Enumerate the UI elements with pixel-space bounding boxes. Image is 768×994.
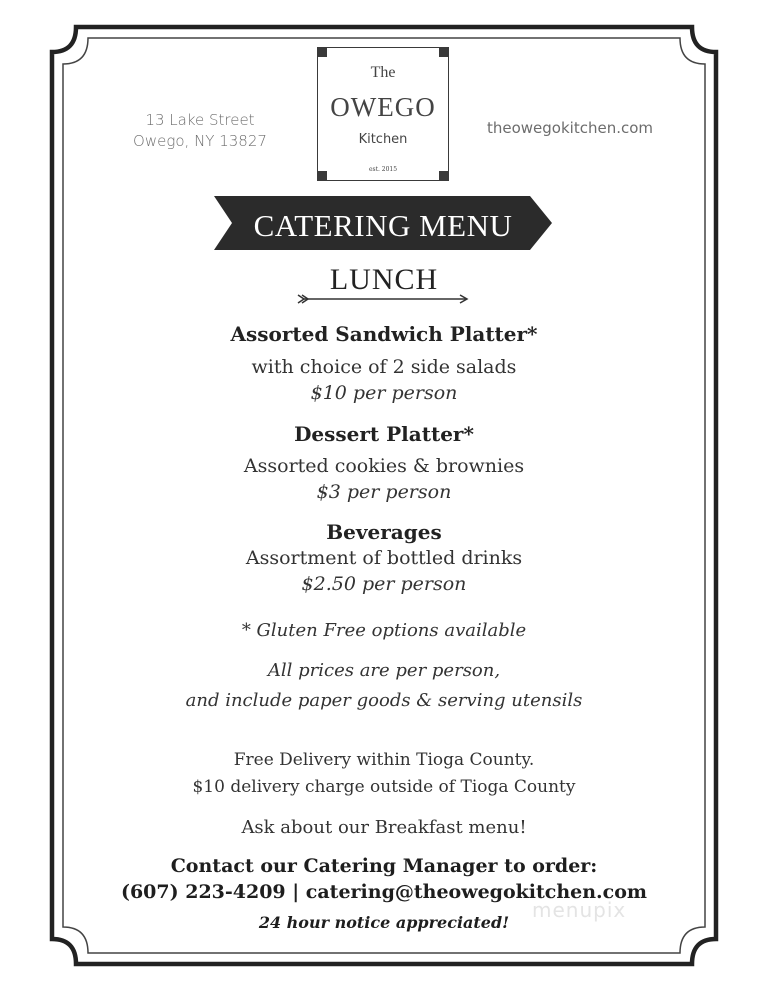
pricing-note-line1: All prices are per person,	[267, 660, 501, 681]
menu-item-description: Assortment of bottled drinks	[245, 547, 523, 569]
section-title: LUNCH	[329, 263, 439, 296]
logo	[317, 47, 449, 181]
menu-item-name: Assorted Sandwich Platter*	[230, 322, 538, 346]
logo-corner	[317, 47, 327, 57]
pricing-note-line2: and include paper goods & serving utensils	[185, 690, 583, 711]
menu-item-description: with choice of 2 side salads	[251, 356, 517, 378]
menu-item-price: $2.50 per person	[301, 573, 467, 595]
menu-item-price: $10 per person	[310, 382, 458, 404]
menu-item-price: $3 per person	[316, 481, 452, 503]
contact-heading: Contact our Catering Manager to order:	[170, 855, 598, 877]
logo-the: The	[370, 64, 396, 81]
menu-item-name: Dessert Platter*	[294, 422, 474, 446]
gluten-free-note: * Gluten Free options available	[241, 620, 527, 641]
menu-item-name: Beverages	[326, 520, 442, 544]
delivery-note-line2: $10 delivery charge outside of Tioga County	[192, 777, 576, 797]
notice-text: 24 hour notice appreciated!	[258, 913, 510, 932]
arrow-divider	[296, 292, 472, 306]
breakfast-note: Ask about our Breakfast menu!	[241, 817, 527, 838]
website: theowegokitchen.com	[486, 119, 654, 137]
menu-item-description: Assorted cookies & brownies	[243, 455, 525, 477]
logo-name: OWEGO	[330, 92, 436, 122]
logo-corner	[439, 47, 449, 57]
delivery-note-line1: Free Delivery within Tioga County.	[233, 750, 535, 770]
logo-kitchen: Kitchen	[358, 132, 408, 147]
address-street: 13 Lake Street	[145, 111, 255, 129]
contact-details: (607) 223-4209 | catering@theowegokitchen.com	[120, 881, 648, 903]
banner-title: CATERING MENU	[253, 208, 513, 243]
address	[100, 110, 300, 152]
address-city: Owego, NY 13827	[133, 132, 267, 150]
watermark: menupix	[532, 898, 627, 922]
logo-est: est. 2015	[368, 166, 398, 173]
